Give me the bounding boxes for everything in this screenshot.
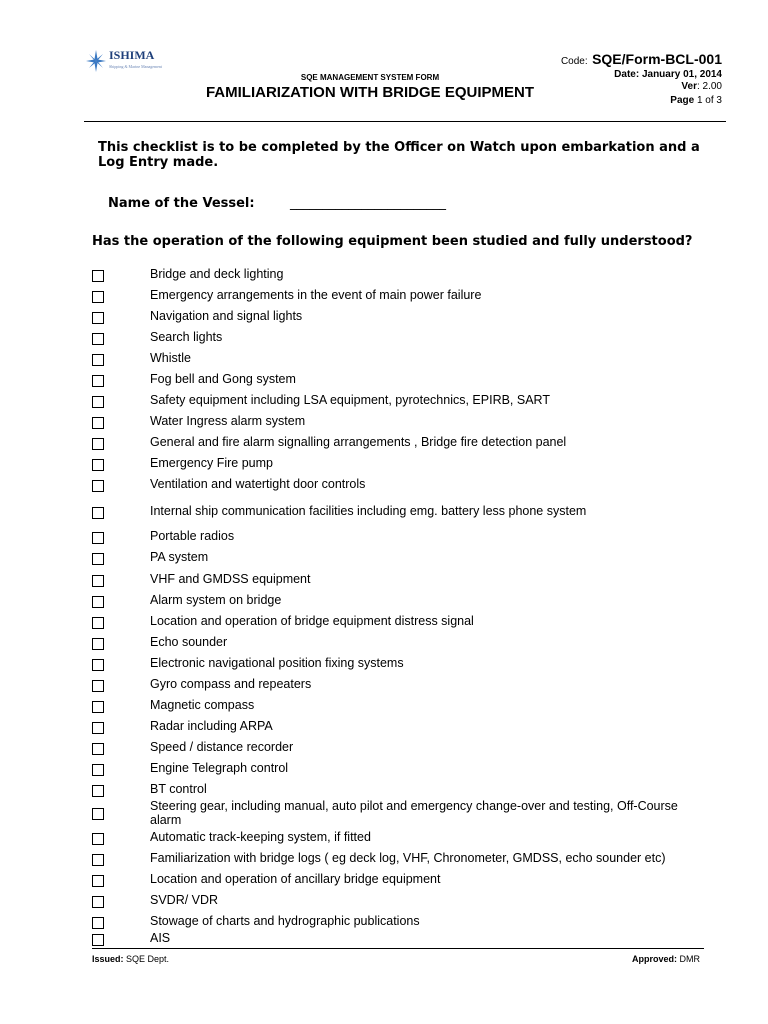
checklist-item (92, 550, 712, 570)
approved-by (632, 954, 700, 964)
checkbox[interactable] (92, 417, 104, 429)
checklist-item (92, 435, 712, 455)
vessel-label: Name of the Vessel: (108, 196, 255, 211)
checkbox[interactable] (92, 312, 104, 324)
code-label: Code: (560, 56, 588, 67)
checklist-item (92, 719, 712, 739)
approved-label: Approved: (632, 954, 677, 964)
ver-label: Ver (681, 81, 697, 92)
checklist-item (92, 504, 712, 524)
checklist-item (92, 529, 712, 549)
checklist-item (92, 635, 712, 655)
checkbox[interactable] (92, 743, 104, 755)
checkbox[interactable] (92, 532, 104, 544)
item-label: Engine Telegraph control (150, 761, 289, 775)
checklist-item (92, 414, 712, 434)
checklist-item (92, 799, 712, 827)
page-value: 1 of 3 (694, 95, 722, 106)
checklist-item (92, 614, 712, 634)
code-value: SQE/Form-BCL-001 (592, 51, 722, 67)
item-label: Magnetic compass (150, 698, 255, 712)
company-logo (86, 50, 162, 72)
item-label: Whistle (150, 351, 191, 365)
checklist-item (92, 393, 712, 413)
issued-value: SQE Dept. (123, 954, 170, 964)
checkbox[interactable] (92, 354, 104, 366)
checkbox[interactable] (92, 659, 104, 671)
checklist-item (92, 872, 712, 892)
checklist-item (92, 593, 712, 613)
item-label: Water Ingress alarm system (150, 414, 306, 428)
checkbox[interactable] (92, 480, 104, 492)
item-label: Bridge and deck lighting (150, 267, 284, 281)
checklist-item (92, 830, 712, 850)
checkbox[interactable] (92, 701, 104, 713)
vessel-name-field[interactable]: ________________________ (290, 196, 446, 211)
page-label: Page (670, 95, 695, 106)
checkbox[interactable] (92, 896, 104, 908)
item-label: Emergency arrangements in the event of main power failure (150, 288, 482, 302)
header-divider (84, 121, 726, 122)
item-label: Location and operation of ancillary bridge equipment (150, 872, 441, 886)
checklist-item (92, 851, 712, 871)
item-label: PA system (150, 550, 209, 564)
checkbox[interactable] (92, 638, 104, 650)
form-code (561, 51, 722, 69)
item-label: Search lights (150, 330, 223, 344)
checkbox[interactable] (92, 396, 104, 408)
approved-value: DMR (677, 954, 700, 964)
item-label: Emergency Fire pump (150, 456, 273, 470)
checklist-item (92, 288, 712, 308)
item-label: Safety equipment including LSA equipment, pyrotechnics, EPIRB, SART (150, 393, 550, 407)
item-label: SVDR/ VDR (150, 893, 219, 907)
item-label: VHF and GMDSS equipment (150, 572, 311, 586)
item-label: Speed / distance recorder (150, 740, 294, 754)
compass-star-icon (86, 50, 106, 72)
item-label: Internal ship communication facilities including emg. battery less phone system (150, 504, 587, 518)
ver-value: : 2.00 (696, 81, 722, 92)
item-label: Familiarization with bridge logs ( eg deck log, VHF, Chronometer, GMDSS, echo sounder etc) (150, 851, 666, 865)
checkbox[interactable] (92, 438, 104, 450)
checkbox[interactable] (92, 764, 104, 776)
checklist-item (92, 761, 712, 781)
checklist-item (92, 698, 712, 718)
checkbox[interactable] (92, 854, 104, 866)
item-label: Location and operation of bridge equipment distress signal (150, 614, 474, 628)
issued-by (92, 954, 169, 964)
checkbox[interactable] (92, 507, 104, 519)
checkbox[interactable] (92, 333, 104, 345)
item-label: Automatic track-keeping system, if fitted (150, 830, 371, 844)
checklist-item (92, 477, 712, 497)
checklist-item (92, 372, 712, 392)
logo-name: ISHIMA (109, 48, 155, 62)
checkbox[interactable] (92, 808, 104, 820)
checklist-item (92, 572, 712, 592)
item-label: Navigation and signal lights (150, 309, 303, 323)
checkbox[interactable] (92, 917, 104, 929)
checkbox[interactable] (92, 596, 104, 608)
checklist-item (92, 740, 712, 760)
checkbox[interactable] (92, 575, 104, 587)
checkbox[interactable] (92, 785, 104, 797)
item-label: Radar including ARPA (150, 719, 273, 733)
footer-divider (92, 948, 704, 949)
checkbox[interactable] (92, 553, 104, 565)
checklist-item (92, 893, 712, 913)
item-label: Alarm system on bridge (150, 593, 282, 607)
issued-label: Issued: (92, 954, 124, 964)
page-title: FAMILIARIZATION WITH BRIDGE EQUIPMENT (205, 84, 535, 101)
checklist-item (92, 267, 712, 287)
item-label: Stowage of charts and hydrographic publications (150, 914, 420, 928)
instruction-text: This checklist is to be completed by the Officer on Watch upon embarkation and a Log Entry made. (98, 140, 700, 170)
checklist-item (92, 351, 712, 371)
checklist-item (92, 309, 712, 329)
checklist-question: Has the operation of the following equipment been studied and fully understood? (92, 234, 693, 249)
item-label: AIS (150, 931, 171, 945)
logo-subtext: Shipping & Marine Management (109, 64, 162, 69)
date-text: Date: January 01, 2014 (614, 69, 722, 80)
item-label: Fog bell and Gong system (150, 372, 296, 386)
checklist-item (92, 330, 712, 350)
checkbox[interactable] (92, 722, 104, 734)
checkbox[interactable] (92, 375, 104, 387)
checklist-item (92, 456, 712, 476)
item-label: Electronic navigational position fixing systems (150, 656, 404, 670)
item-label: Portable radios (150, 529, 235, 543)
checklist-item (92, 677, 712, 697)
checkbox[interactable] (92, 875, 104, 887)
item-label: Steering gear, including manual, auto pilot and emergency change-over and testing, Off-Course alarm (150, 799, 678, 827)
item-label: General and fire alarm signalling arrangements , Bridge fire detection panel (150, 435, 567, 449)
checkbox[interactable] (92, 680, 104, 692)
checkbox[interactable] (92, 270, 104, 282)
checkbox[interactable] (92, 617, 104, 629)
checklist-item (92, 656, 712, 676)
checkbox[interactable] (92, 934, 104, 946)
item-label: Ventilation and watertight door controls (150, 477, 366, 491)
form-kind: SQE MANAGEMENT SYSTEM FORM (300, 73, 440, 82)
checkbox[interactable] (92, 291, 104, 303)
item-label: Gyro compass and repeaters (150, 677, 312, 691)
item-label: Echo sounder (150, 635, 228, 649)
checkbox[interactable] (92, 459, 104, 471)
logo-wordmark (109, 50, 162, 72)
item-label: BT control (150, 782, 207, 796)
checkbox[interactable] (92, 833, 104, 845)
